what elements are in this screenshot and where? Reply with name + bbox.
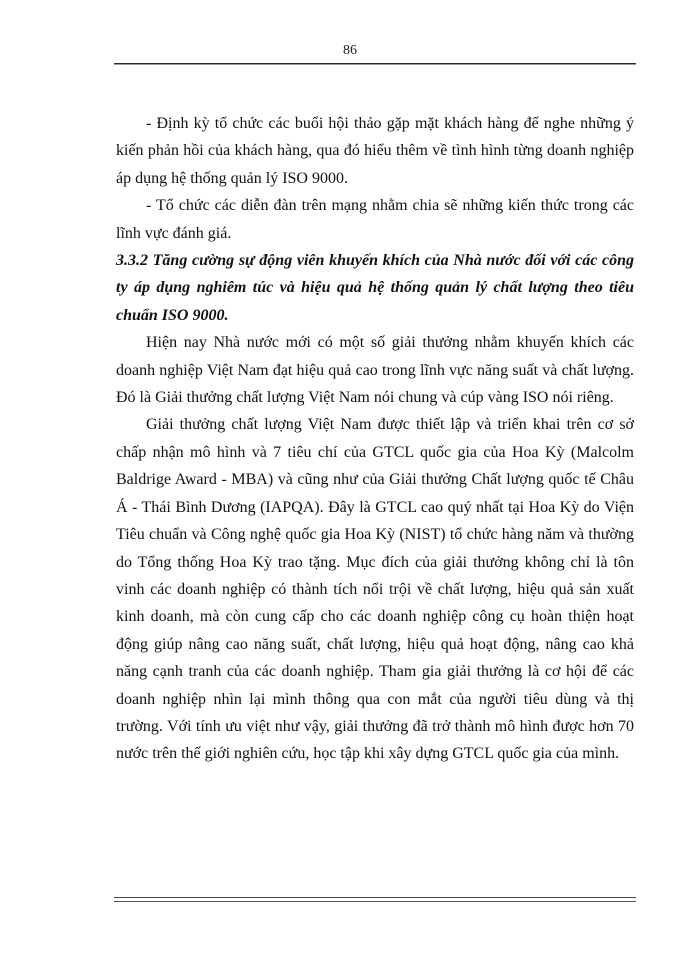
page-body <box>116 110 634 768</box>
section-heading: 3.3.2 Tăng cường sự động viên khuyến khích của Nhà nước đối với các công ty áp dụng nghiêm túc và hiệu quả hệ thống quản lý chất lượng theo tiêu chuẩn ISO 9000. <box>116 252 634 324</box>
page-number: 86 <box>343 43 357 58</box>
body-paragraph-1: Hiện nay Nhà nước mới có một số giải thưởng nhằm khuyến khích các doanh nghiệp Việt Nam đạt hiệu quả cao trong lĩnh vực năng suất và chất lượng. Đó là Giải thưởng chất lượng Việt Nam nói chung và cúp vàng ISO nói riêng. <box>116 334 634 407</box>
bullet-paragraph-1: - Định kỳ tổ chức các buổi hội thảo gặp mặt khách hàng để nghe những ý kiến phản hồi của khách hàng, qua đó hiểu thêm về tình hình từng doanh nghiệp áp dụng hệ thống quản lý ISO 9000. <box>116 115 634 187</box>
body-paragraph-2: Giải thưởng chất lượng Việt Nam được thiết lập và triển khai trên cơ sở chấp nhận mô hình và 7 tiêu chí của GTCL quốc gia của Hoa Kỳ (Malcolm Baldrige Award - MBA) và cũng như của Giải thưởng Chất lượng quốc tế Châu Á - Thái Bình Dương (IAPQA). Đây là GTCL cao quý nhất tại Hoa Kỳ do Viện Tiêu chuẩn và Công nghệ quốc gia Hoa Kỳ (NIST) tổ chức hàng năm và thường do Tổng thống Hoa Kỳ trao tặng. Mục đích của giải thưởng không chỉ là tôn vinh các doanh nghiệp có thành tích nổi trội về chất lượng, hiệu quả sản xuất kinh doanh, mà còn cung cấp cho các doanh nghiệp công cụ hoàn thiện hoạt động giúp nâng cao năng suất, chất lượng, hiệu quả hoạt động, nâng cao khả năng cạnh tranh của các doanh nghiệp. Tham gia giải thưởng là cơ hội để các doanh nghiệp nhìn lại mình thông qua con mắt của người tiêu dùng và thị trường. Với tính ưu việt như vậy, giải thưởng đã trở thành mô hình được hơn 70 nước trên thế giới nghiên cứu, học tập khi xây dựng GTCL quốc gia của mình. <box>116 416 634 763</box>
footer-rule-lower <box>114 901 636 902</box>
header-rule <box>114 63 636 64</box>
bullet-paragraph-2: - Tổ chức các diễn đàn trên mạng nhằm chia sẽ những kiến thức trong các lĩnh vực đánh giá. <box>116 197 634 242</box>
footer-rule-upper <box>114 897 636 898</box>
